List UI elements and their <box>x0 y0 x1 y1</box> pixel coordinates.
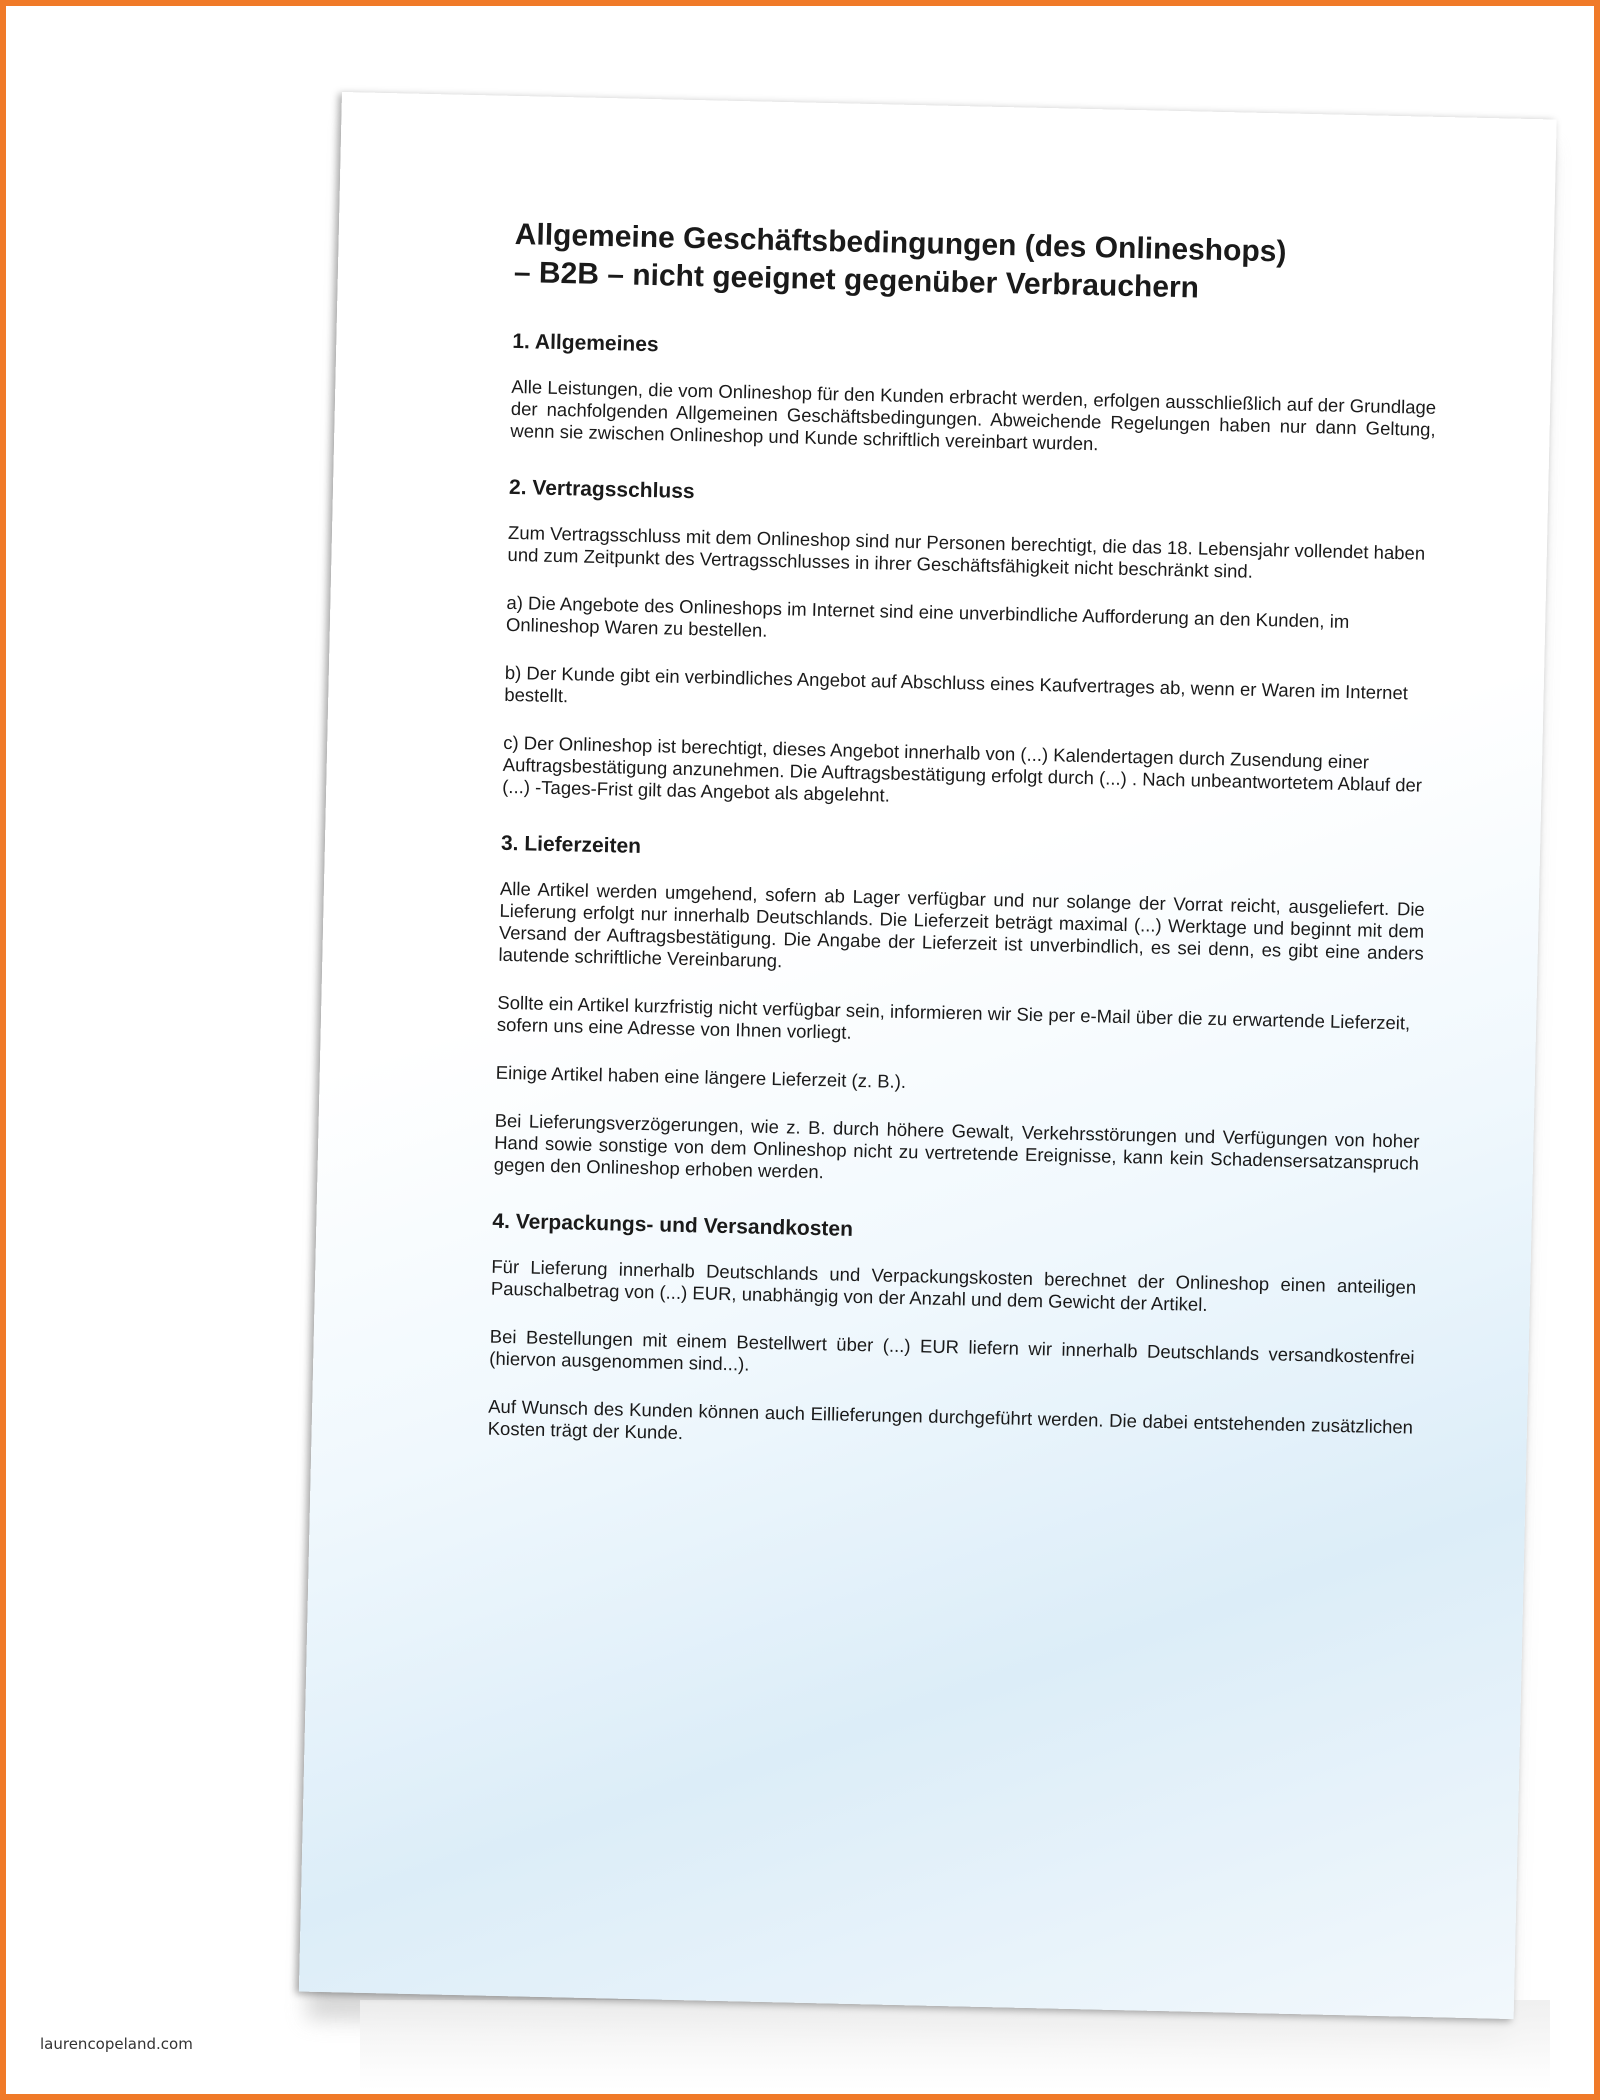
paragraph: Zum Vertragsschluss mit dem Onlineshop sind nur Personen berechtigt, die das 18. Lebensjahr vollendet haben und zum Zeitpunkt des Vertragsschlusses in ihrer Geschäftsfähigkeit nicht beschränkt sind. <box>507 521 1426 582</box>
paragraph: Auf Wunsch des Kunden können auch Eillieferungen durchgeführt werden. Die dabei entstehenden zusätzlichen Kosten trägt der Kunde. <box>487 1395 1414 1444</box>
section-allgemeines <box>510 330 1437 463</box>
paragraph: Alle Leistungen, die vom Onlineshop für den Kunden erbracht werden, erfolgen ausschließlich auf der Grundlage der nachfolgenden Allgemeinen Geschäftsbedingungen. Abweichende Regelungen haben nur dann Geltung, wenn sie zwischen Onlineshop und Kunde schriftlich vereinbart wurden. <box>510 375 1437 455</box>
section-heading: 1. Allgemeines <box>512 329 659 357</box>
paragraph: Alle Artikel werden umgehend, sofern ab Lager verfügbar und nur solange der Vorrat reicht, ausgeliefert. Die Lieferung erfolgt nur innerhalb Deutschlands. Die Lieferzeit beträgt maximal (...) Werktage und beginnt mit dem Versand der Auftragsbestätigung. Die Angabe der Lieferzeit ist unverbindlich, es sei denn, es gibt eine anders lautende schriftliche Vereinbarung. <box>498 877 1425 972</box>
title-line-2: – B2B – nicht geeignet gegenüber Verbrauchern <box>513 255 1200 305</box>
paragraph: c) Der Onlineshop ist berechtigt, dieses Angebot innerhalb von (...) Kalendertagen durch Zusendung einer Auftragsbestätigung anzunehmen. Die Auftragsbestätigung erfolgt durch (...) . Nach unbeantwortetem Ablauf der (...) -Tages-Frist gilt das Angebot als abgelehnt. <box>502 731 1423 806</box>
section-heading: 2. Vertragsschluss <box>508 475 695 504</box>
document-content <box>487 216 1440 1495</box>
section-versandkosten <box>487 1210 1417 1461</box>
paragraph: Sollte ein Artikel kurzfristig nicht verfügbar sein, informieren wir Sie per e-Mail über die zu erwartende Lieferzeit, sofern uns eine Adresse von Ihnen vorliegt. <box>496 991 1411 1043</box>
paragraph: a) Die Angebote des Onlineshops im Internet sind eine unverbindliche Aufforderung an den Kunden, im Onlineshop Waren zu bestellen. <box>505 591 1350 641</box>
watermark-text: laurencopeland.com <box>40 2035 193 2053</box>
paragraph: Einige Artikel haben eine längere Lieferzeit (z. B.). <box>495 1061 907 1093</box>
section-vertragsschluss <box>502 476 1434 819</box>
document-page <box>299 92 1557 2019</box>
section-heading: 4. Verpackungs- und Versandkosten <box>492 1209 854 1241</box>
paragraph: b) Der Kunde gibt ein verbindliches Angebot auf Abschluss eines Kaufvertrages ab, wenn er Waren im Internet bestellt. <box>504 661 1409 707</box>
section-lieferzeiten <box>493 832 1426 1197</box>
paragraph: Für Lieferung innerhalb Deutschlands und Verpackungskosten berechnet der Onlineshop einen anteiligen Pauschalbetrag von (...) EUR, unabhängig von der Anzahl und dem Gewicht der Artikel. <box>490 1255 1417 1315</box>
document-title <box>514 216 1440 313</box>
title-line-1: Allgemeine Geschäftsbedingungen (des Onlineshops) <box>514 217 1287 269</box>
paragraph: Bei Bestellungen mit einem Bestellwert über (...) EUR liefern wir innerhalb Deutschlands versandkostenfrei (hiervon ausgenommen sind...). <box>489 1325 1415 1375</box>
section-heading: 3. Lieferzeiten <box>500 831 642 858</box>
paragraph: Bei Lieferungsverzögerungen, wie z. B. durch höhere Gewalt, Verkehrsstörungen und Verfügungen von hoher Hand sowie sonstige von dem Onlineshop nicht zu vertretende Ereignisse, kann kein Schadensersatzanspruch gegen den Onlineshop erhoben werden. <box>493 1109 1420 1183</box>
